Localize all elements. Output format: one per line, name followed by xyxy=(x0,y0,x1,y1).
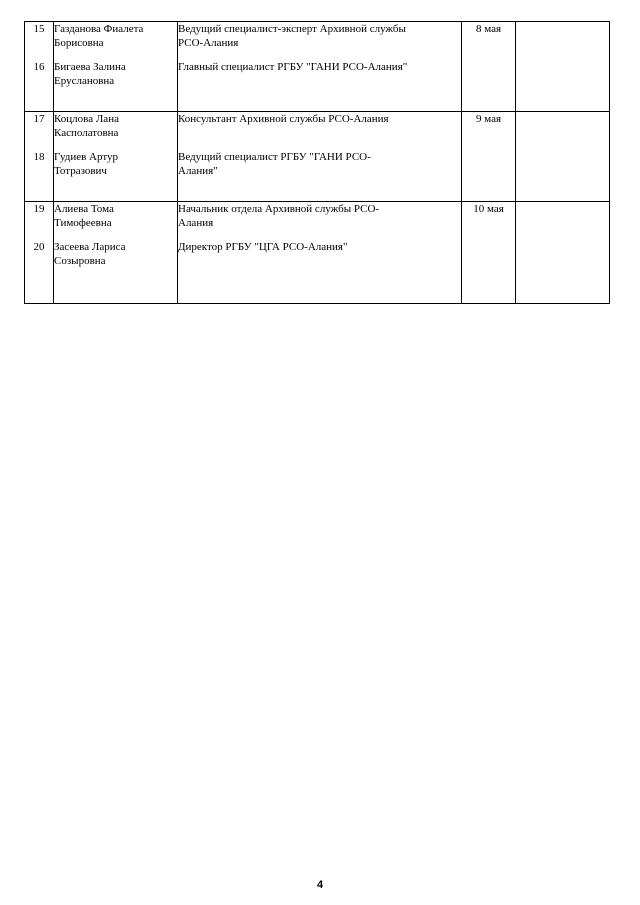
position-cell xyxy=(178,22,462,112)
person-name-line: Тимофеевна xyxy=(54,217,112,229)
number-cell xyxy=(25,112,54,202)
position-line: Ведущий специалист РГБУ "ГАНИ РСО- xyxy=(178,151,371,163)
person-name-line: Коцлова Лана xyxy=(54,113,119,125)
position-line: Директор РГБУ "ЦГА РСО-Алания" xyxy=(178,241,348,253)
schedule-table xyxy=(24,21,610,304)
row-number: 20 xyxy=(33,241,45,253)
name-cell xyxy=(54,112,178,202)
date-text: 10 мая xyxy=(473,203,504,215)
person-name-line: Засеева Лариса xyxy=(54,241,126,253)
position-line: Алания" xyxy=(178,165,218,177)
table-row-group-1 xyxy=(25,22,610,112)
position-line: Ведущий специалист-эксперт Архивной службы xyxy=(178,23,406,35)
position-cell xyxy=(178,202,462,304)
person-name-line: Алиева Тома xyxy=(54,203,114,215)
person-name-line: Касполатовна xyxy=(54,127,119,139)
person-name-line: Гудиев Артур xyxy=(54,151,119,163)
name-cell xyxy=(54,202,178,304)
position-line: Консультант Архивной службы РСО-Алания xyxy=(178,113,389,125)
table-row-group-2 xyxy=(25,112,610,202)
empty-cell xyxy=(516,22,610,112)
person-name-line: Бигаева Залина xyxy=(54,61,126,73)
date-text: 9 мая xyxy=(475,113,502,125)
row-number: 18 xyxy=(33,151,45,163)
date-cell xyxy=(462,112,516,202)
person-name-line: Еруслановна xyxy=(54,75,115,87)
row-number: 16 xyxy=(33,61,45,73)
table-row-group-3 xyxy=(25,202,610,304)
person-name-line: Созыровна xyxy=(54,255,106,267)
row-number: 19 xyxy=(33,203,45,215)
date-cell xyxy=(462,202,516,304)
position-line: РСО-Алания xyxy=(178,37,239,49)
number-cell xyxy=(25,22,54,112)
person-name-line: Газданова Фиалета xyxy=(54,23,144,35)
position-line: Алания xyxy=(178,217,214,229)
row-number: 17 xyxy=(33,113,45,125)
name-cell xyxy=(54,22,178,112)
person-name-line: Тотразович xyxy=(54,165,107,177)
position-line: Начальник отдела Архивной службы РСО- xyxy=(178,203,380,215)
date-cell xyxy=(462,22,516,112)
row-number: 15 xyxy=(33,23,45,35)
empty-cell xyxy=(516,202,610,304)
number-cell xyxy=(25,202,54,304)
position-line: Главный специалист РГБУ "ГАНИ РСО-Алания" xyxy=(178,61,408,73)
position-cell xyxy=(178,112,462,202)
date-text: 8 мая xyxy=(475,23,502,35)
page-number: 4 xyxy=(316,879,324,891)
person-name-line: Борисовна xyxy=(54,37,104,49)
empty-cell xyxy=(516,112,610,202)
